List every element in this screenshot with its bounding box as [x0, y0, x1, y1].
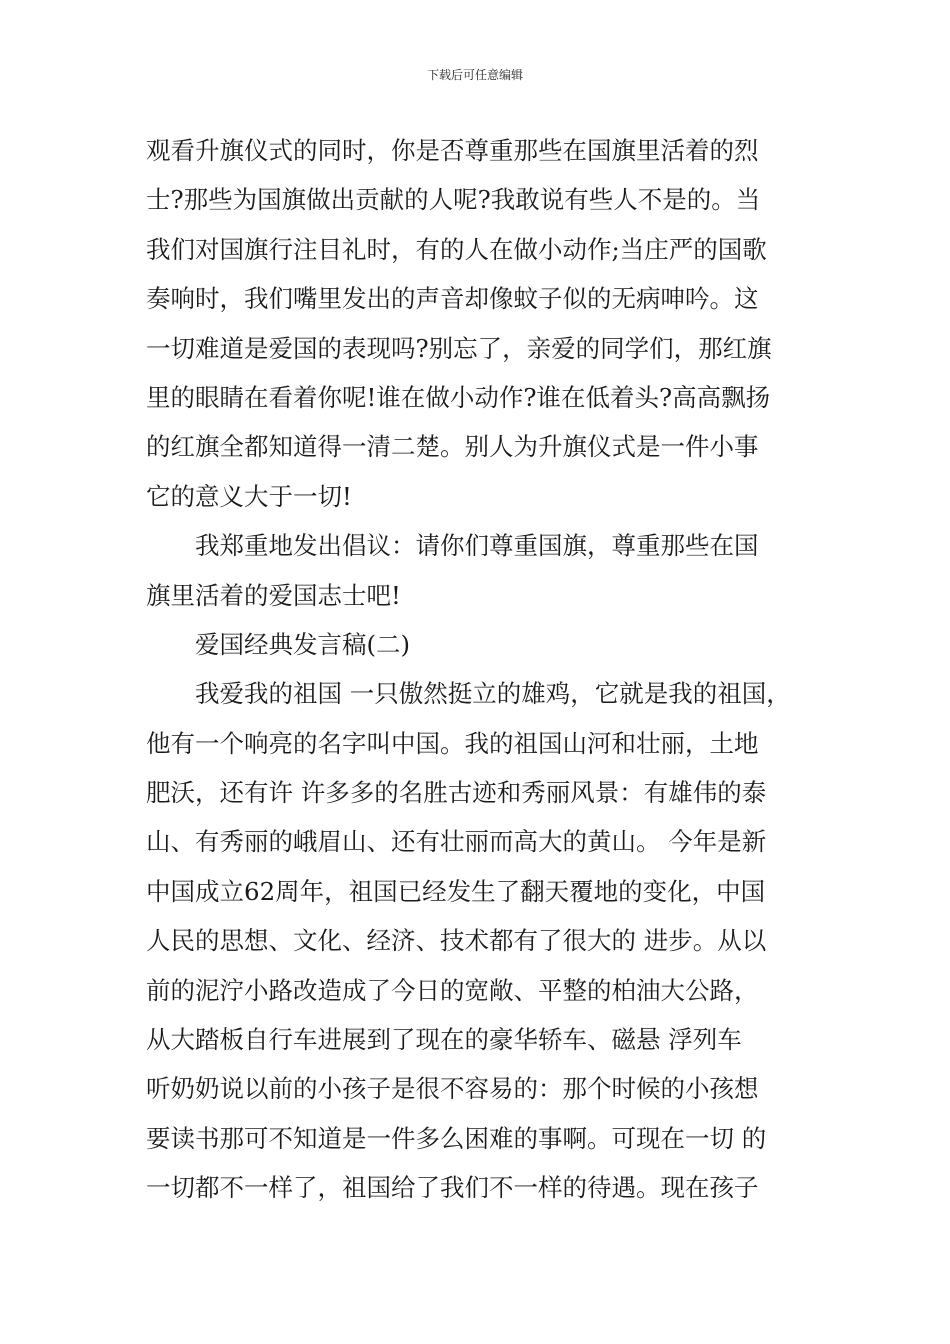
- text-line: 我郑重地发出倡议：请你们尊重国旗，尊重那些在国: [195, 531, 759, 561]
- text-line: 我爱我的祖国 一只傲然挺立的雄鸡，它就是我的祖国，: [195, 679, 791, 709]
- text-line: 奏响时，我们嘴里发出的声音却像蚊子似的无病呻吟。这: [146, 284, 759, 314]
- text-line: 中国成立62周年，祖国已经发生了翻天覆地的变化，中国: [146, 876, 766, 906]
- text-line: 人民的思想、文化、经济、技术都有了很大的 进步。从以: [146, 926, 767, 956]
- text-line: 一切难道是爱国的表现吗?别忘了，亲爱的同学们，那红旗: [146, 333, 772, 363]
- text-line: 里的眼睛在看着你呢!谁在做小动作?谁在低着头?高高飘扬: [146, 382, 771, 412]
- text-line: 肥沃，还有许 许多多的名胜古迹和秀丽风景：有雄伟的泰: [146, 778, 767, 808]
- text-line: 山、有秀丽的峨眉山、还有壮丽而高大的黄山。 今年是新: [146, 827, 767, 857]
- text-line: 观看升旗仪式的同时，你是否尊重那些在国旗里活着的烈: [146, 136, 759, 165]
- text-line: 一切都不一样了，祖国给了我们不一样的待遇。现在孩子: [146, 1173, 759, 1203]
- text-line: 的红旗全都知道得一清二楚。别人为升旗仪式是一件小事: [146, 432, 759, 462]
- text-line: 前的泥泞小路改造成了今日的宽敞、平整的柏油大公路，: [146, 975, 759, 1005]
- text-line: 旗里活着的爱国志士吧!: [146, 580, 401, 610]
- page-header: 下载后可任意编辑: [426, 68, 523, 82]
- document-body: [146, 126, 836, 1213]
- text-line: 要读书那可不知道是一件多么困难的事啊。可现在一切 的: [146, 1123, 767, 1153]
- text-line: 士?那些为国旗做出贡献的人呢?我敢说有些人不是的。当: [146, 185, 761, 215]
- text-line: 他有一个响亮的名字叫中国。我的祖国山河和壮丽，土地: [146, 728, 759, 758]
- text-line: 它的意义大于一切!: [146, 481, 352, 511]
- text-line: 我们对国旗行注目礼时，有的人在做小动作;当庄严的国歌: [146, 234, 767, 264]
- text-line: 听奶奶说以前的小孩子是很不容易的：那个时候的小孩想: [146, 1074, 759, 1104]
- text-line: 爱国经典发言稿(二): [195, 629, 411, 659]
- text-line: 从大踏板自行车进展到了现在的豪华轿车、磁悬 浮列车: [146, 1025, 742, 1055]
